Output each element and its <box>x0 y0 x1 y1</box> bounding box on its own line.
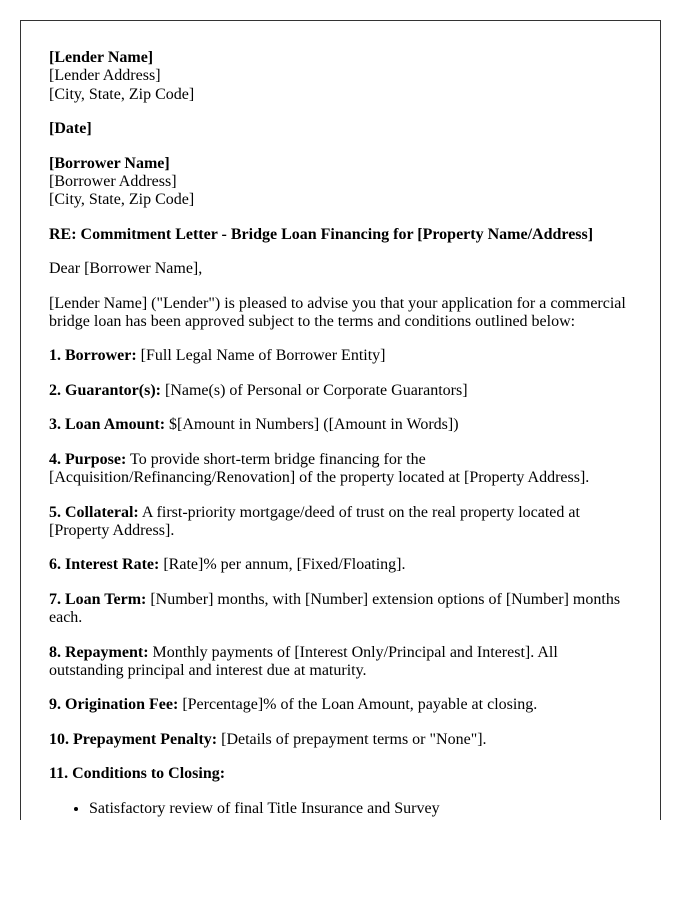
term-text: [Rate]% per annum, [Fixed/Floating]. <box>159 556 406 574</box>
date: [Date] <box>49 120 92 138</box>
term-guarantor <box>49 382 632 400</box>
term-prepayment-penalty <box>49 731 632 749</box>
condition-item: • Satisfactory review of final Title Insurance and Survey <box>89 800 632 818</box>
term-label: 10. Prepayment Penalty: <box>49 730 218 748</box>
lender-city: [City, State, Zip Code] <box>49 85 195 103</box>
term-label: 2. Guarantor(s): <box>49 381 161 399</box>
lender-name: [Lender Name] <box>49 49 154 66</box>
term-text: [Full Legal Name of Borrower Entity] <box>136 347 386 365</box>
term-label: 9. Origination Fee: <box>49 696 179 714</box>
borrower-block <box>49 155 632 210</box>
term-text: [Details of prepayment terms or "None"]. <box>217 730 487 748</box>
term-text: [Name(s) of Personal or Corporate Guarantors] <box>160 381 468 399</box>
conditions-heading-text: 11. Conditions to Closing: <box>49 765 226 783</box>
term-text: [Number] months, with [Number] extension options of [Number] months each. <box>49 590 621 627</box>
term-text: A first-priority mortgage/deed of trust on the real property located at [Property Address]. <box>49 503 580 539</box>
term-label: 8. Repayment: <box>49 643 149 661</box>
borrower-city: [City, State, Zip Code] <box>49 191 195 209</box>
letter-page <box>20 20 661 820</box>
borrower-name: [Borrower Name] <box>49 154 170 172</box>
term-loan-term <box>49 591 632 628</box>
term-text: Monthly payments of [Interest Only/Principal and Interest]. All outstanding principal and interest due at maturity. <box>49 643 558 679</box>
term-text: [Percentage]% of the Loan Amount, payable at closing. <box>178 696 538 714</box>
date-line <box>49 120 632 138</box>
term-label: 3. Loan Amount: <box>49 416 166 434</box>
conditions-list <box>49 800 632 818</box>
subject: RE: Commitment Letter - Bridge Loan Financing for [Property Name/Address] <box>49 225 594 243</box>
term-loan-amount <box>49 416 632 434</box>
term-interest-rate <box>49 556 632 574</box>
term-label: 5. Collateral: <box>49 503 139 521</box>
term-text: $[Amount in Numbers] ([Amount in Words]) <box>165 416 459 434</box>
term-purpose <box>49 451 632 488</box>
intro-paragraph: [Lender Name] ("Lender") is pleased to advise you that your application for a commercial bridge loan has been approved subject to the terms and conditions outlined below: <box>49 294 626 331</box>
term-label: 4. Purpose: <box>49 450 127 468</box>
term-borrower <box>49 347 632 365</box>
term-collateral <box>49 504 632 541</box>
lender-block <box>49 49 632 104</box>
term-origination-fee <box>49 696 632 714</box>
subject-line <box>49 226 632 244</box>
term-label: 1. Borrower: <box>49 347 137 365</box>
term-text: To provide short-term bridge financing for the [Acquisition/Refinancing/Renovation] of the property located at [Property Address]. <box>49 450 590 487</box>
lender-address: [Lender Address] <box>49 67 161 85</box>
term-repayment <box>49 644 632 681</box>
conditions-heading <box>49 765 632 783</box>
salutation: Dear [Borrower Name], <box>49 260 203 278</box>
term-label: 7. Loan Term: <box>49 590 147 608</box>
borrower-address: [Borrower Address] <box>49 173 177 191</box>
term-label: 6. Interest Rate: <box>49 556 160 574</box>
